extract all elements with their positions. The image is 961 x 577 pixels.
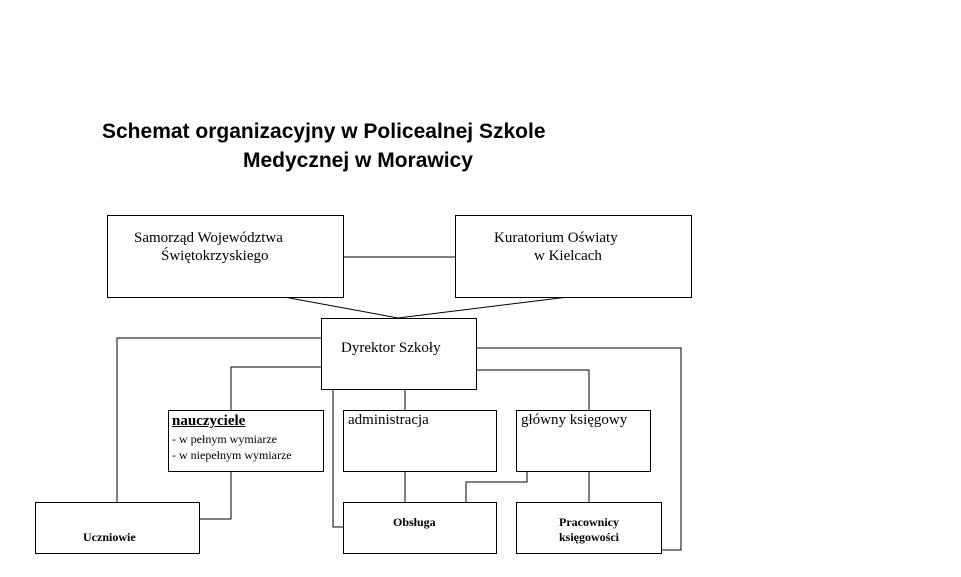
samorzad-line-1: Samorząd Województwa [134, 230, 283, 246]
title-line-1: Schemat organizacyjny w Policealnej Szkole [102, 120, 546, 143]
pracownicy-line-1: Pracownicy [559, 515, 619, 529]
line-dyrektor-obsluga [333, 389, 343, 527]
obsluga-label: Obsługa [393, 515, 436, 529]
box-pracownicy [516, 502, 662, 554]
nauczyciele-item-1: - w pełnym wymiarze [172, 432, 277, 446]
title-line-2: Medycznej w Morawicy [243, 149, 473, 172]
box-dyrektor [321, 318, 477, 390]
box-administracja [343, 410, 497, 472]
nauczyciele-heading: nauczyciele [172, 413, 246, 429]
line-nauczyciele-uczniowie [199, 471, 231, 519]
box-ksiegowy [516, 410, 651, 472]
kuratorium-line-2: w Kielcach [534, 248, 602, 264]
box-obsluga [343, 502, 497, 554]
line-kuratorium-dyrektor [398, 297, 568, 318]
ksiegowy-label: główny księgowy [521, 412, 628, 428]
pracownicy-line-2: księgowości [559, 530, 619, 544]
box-nauczyciele [168, 410, 324, 472]
box-uczniowie [35, 502, 200, 554]
uczniowie-label: Uczniowie [83, 530, 136, 544]
nauczyciele-item-2: - w niepełnym wymiarze [172, 448, 292, 462]
dyrektor-label: Dyrektor Szkoły [341, 340, 441, 356]
box-samorzad [107, 215, 344, 298]
kuratorium-line-1: Kuratorium Oświaty [494, 230, 618, 246]
samorzad-line-2: Świętokrzyskiego [161, 248, 269, 264]
line-dyrektor-nauczyciele [231, 367, 322, 410]
line-dyrektor-ksiegowy [476, 370, 589, 410]
administracja-label: administracja [348, 412, 429, 428]
line-ksiegowy-obsluga [466, 471, 527, 502]
line-samorzad-dyrektor [284, 297, 398, 318]
box-kuratorium [455, 215, 692, 298]
